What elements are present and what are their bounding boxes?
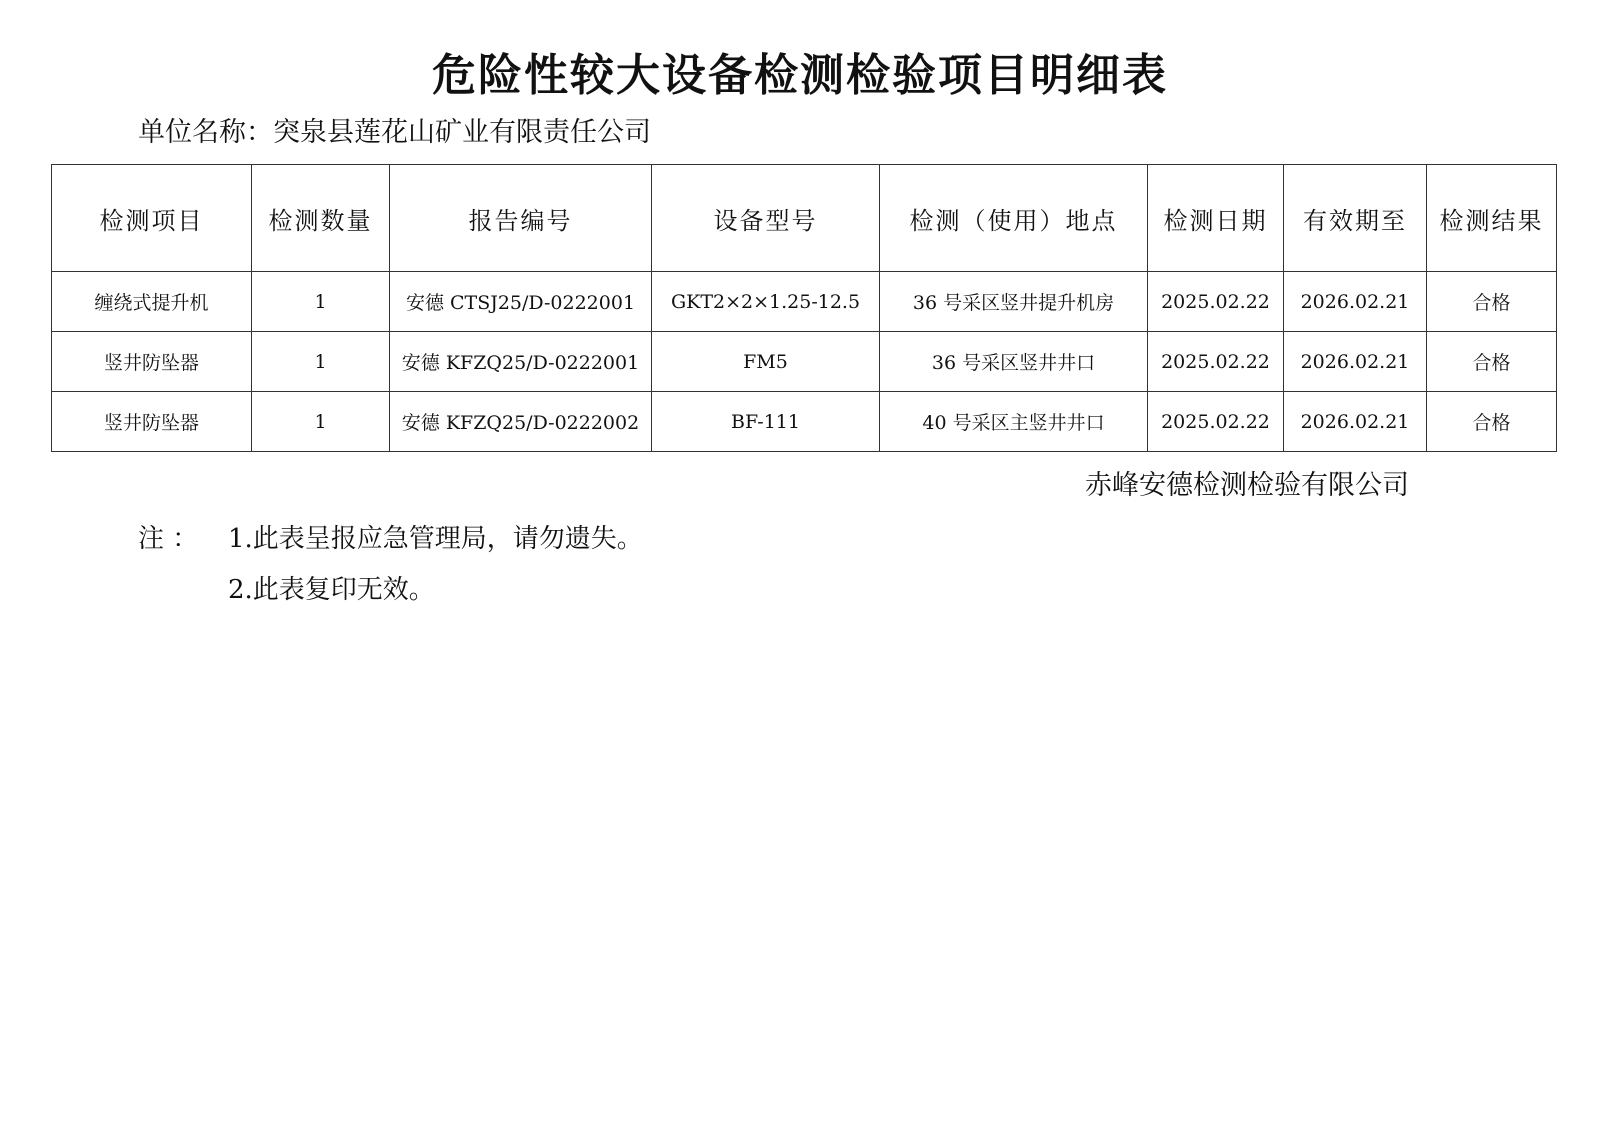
cell-inspection-result: 合格 [1427, 272, 1557, 332]
cell-inspection-item: 缠绕式提升机 [52, 272, 252, 332]
cell-inspection-location: 36 号采区竖井井口 [880, 332, 1148, 392]
cell-equipment-model: FM5 [652, 332, 880, 392]
unit-name-line [138, 113, 651, 153]
cell-equipment-model: GKT2×2×1.25-12.5 [652, 272, 880, 332]
cell-valid-until: 2026.02.21 [1284, 392, 1427, 452]
cell-inspection-result: 合格 [1427, 332, 1557, 392]
table-header-row [52, 165, 1557, 272]
cell-valid-until: 2026.02.21 [1284, 332, 1427, 392]
issuing-company: 赤峰安德检测检验有限公司 [1085, 470, 1409, 501]
header-inspection-location: 检测（使用）地点 [880, 165, 1148, 272]
cell-inspection-date: 2025.02.22 [1148, 332, 1284, 392]
table-row [52, 392, 1557, 452]
note-item: 2.此表复印无效。 [228, 575, 435, 605]
cell-report-number: 安德 KFZQ25/D-0222001 [390, 332, 652, 392]
header-inspection-item: 检测项目 [52, 165, 252, 272]
cell-equipment-model: BF-111 [652, 392, 880, 452]
header-inspection-quantity: 检测数量 [252, 165, 390, 272]
header-valid-until: 有效期至 [1284, 165, 1427, 272]
cell-inspection-item: 竖井防坠器 [52, 392, 252, 452]
unit-name-value: 突泉县莲花山矿业有限责任公司 [273, 117, 651, 148]
table-row [52, 332, 1557, 392]
cell-inspection-quantity: 1 [252, 272, 390, 332]
cell-inspection-location: 36 号采区竖井提升机房 [880, 272, 1148, 332]
cell-valid-until: 2026.02.21 [1284, 272, 1427, 332]
cell-inspection-item: 竖井防坠器 [52, 332, 252, 392]
cell-report-number: 安德 KFZQ25/D-0222002 [390, 392, 652, 452]
note-prefix: 注 ： [138, 524, 199, 554]
cell-inspection-date: 2025.02.22 [1148, 392, 1284, 452]
cell-report-number: 安德 CTSJ25/D-0222001 [390, 272, 652, 332]
cell-inspection-result: 合格 [1427, 392, 1557, 452]
inspection-detail-table [51, 164, 1557, 452]
cell-inspection-quantity: 1 [252, 392, 390, 452]
cell-inspection-quantity: 1 [252, 332, 390, 392]
note-item: 1.此表呈报应急管理局，请勿遗失。 [228, 524, 643, 554]
header-equipment-model: 设备型号 [652, 165, 880, 272]
header-inspection-result: 检测结果 [1427, 165, 1557, 272]
cell-inspection-location: 40 号采区主竖井井口 [880, 392, 1148, 452]
document-title: 危险性较大设备检测检验项目明细表 [432, 50, 1168, 101]
cell-inspection-date: 2025.02.22 [1148, 272, 1284, 332]
table-row [52, 272, 1557, 332]
header-report-number: 报告编号 [390, 165, 652, 272]
header-inspection-date: 检测日期 [1148, 165, 1284, 272]
unit-name-label: 单位名称： [138, 117, 273, 148]
